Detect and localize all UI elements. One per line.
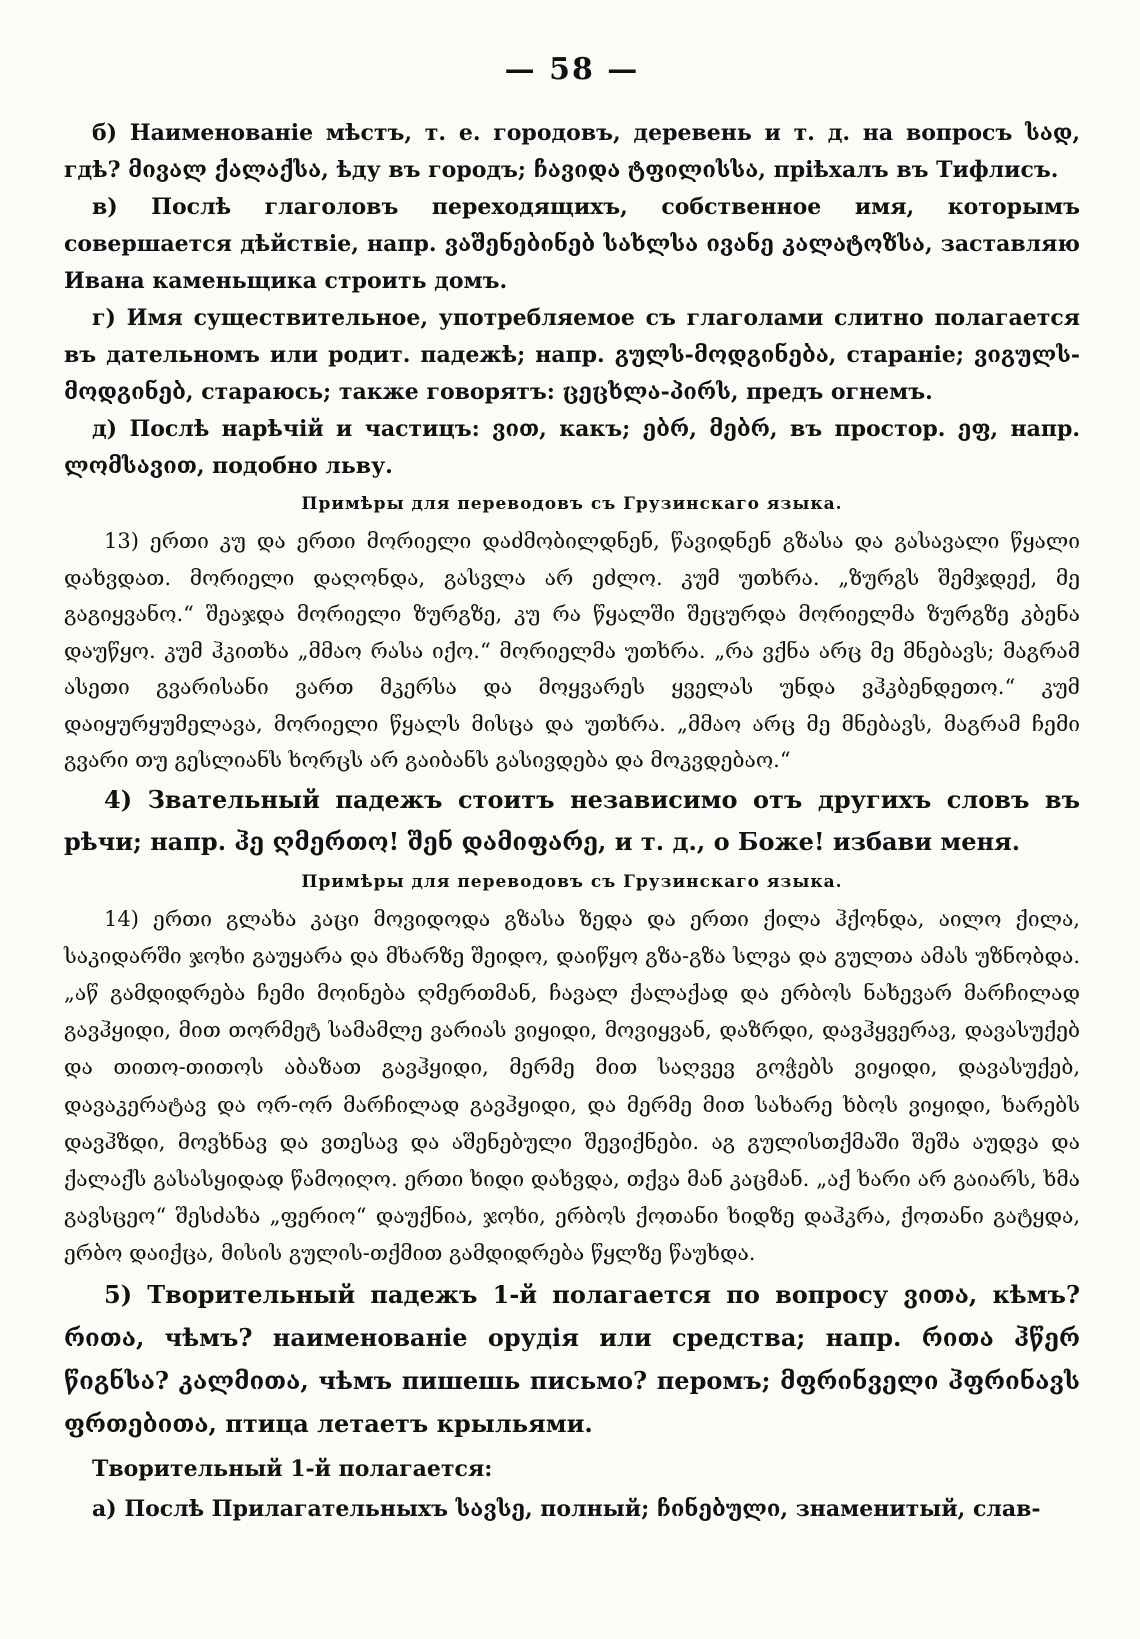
example-14: 14) ერთი გლახა კაცი მოვიდოდა გზასა ზედა და ერთი ქილა ჰქონდა, აილო ქილა, საკიდარში ჯოხი გაუყარა და მხარზე შეიდო, დაიწყო გზა-გზა სლვა და გულთა ამას უზნობდა. „აწ გამდიდრება ჩემი მოინება ღმერთმან, ჩავალ ქალაქად და ერბოს ნახევარ მარჩილად გავჰყიდი, მით თორმეტ სამამლე ვარიას ვიყიდი, მოვიყვან, დაზრდი, დავჰყვერავ, დავასუქებ და თითო-თითოს აბაზათ გავჰყიდი, მერმე მით საღვევ გოჭებს ვიყიდი, დავასუქებ, დავაკერატავ და ორ-ორ მარჩილად გავჰყიდი, და მერმე მით სახარე ხბოს ვიყიდი, ხარებს დავჰზდი, მოვხნავ და ვთესავ და აშენებული შევიქნები. აგ გულისთქმაში შეშა აუდვა და ქალაქს გასასყიდად წამოიღო. ერთი ხიდი დახვდა, თქვა მან კაცმან. „აქ ხარი არ გაიარს, ხმა გავსცეო“ შესძახა „ფერიო“ დაუქნია, ჯოხი, ერბოს ქოთანი ხიდზე დაჰკრა, ქოთანი გატყდა, ერბო დაიქცა, მისის გულის-თქმით გამდიდრება წყლზე წაუხდა. xyxy=(64,906,1080,1266)
paragraph-b: б) Наименованіе мѣстъ, т. е. городовъ, деревень и т. д. на вопросъ სად, гдѣ? მივალ ქალაქსა, ѣду въ городъ; ჩავიდა ტფილისსა, пріѣхалъ въ Тифлисъ. xyxy=(64,120,1080,183)
paragraph-instrumental: 5) Творительный падежъ 1-й полагается по вопросу ვითა, кѣмъ? რითა, чѣмъ? наименованіе орудія или средства; напр. რითა ჰწერ წიგნსა? კალმითა, чѣмъ пишешь письмо? перомъ; მფრინველი ჰფრინავს ფრთებითა, птица летаетъ крыльями. xyxy=(64,1279,1080,1438)
paragraph-d: д) Послѣ нарѣчій и частицъ: ვით, какъ; ებრ, მებრ, въ простор. ეფ, напр. ლომსავით, подобно льву. xyxy=(64,416,1080,479)
section-heading-examples-2: Примѣры для переводовъ съ Грузинскаго языка. xyxy=(301,871,843,892)
section-heading-examples: Примѣры для переводовъ съ Грузинскаго языка. xyxy=(301,494,843,514)
example-13: 13) ერთი კუ და ერთი მორიელი დაძმობილდნენ, წავიდნენ გზასა და გასავალი წყალი დახვდათ. მორიელი დაღონდა, გასვლა არ ეძლო. კუმ უთხრა. „ზურგს შემჯდექ, მე გაგიყვანო.“ შეაჯდა მორიელი ზურგზე, კუ რა წყალში შეცურდა მორიელმა ზურგზე კბენა დაუწყო. კუმ ჰკითხა „მმაო რასა იქო.“ მორიელმა უთხრა. „რა ვქნა არც მე მნებავს; მაგრამ ასეთი გვარისანი ვართ მკერსა და მოყვარეს ყველას უნდა ვჰკბენდეთო.“ კუმ დაიყურყუმელავა, მორიელი წყალს მისცა და უთხრა. „მმაო არც მე მნებავს, მაგრამ ჩემი გვარი თუ გესლიანს ხორცს არ გაიბანს გასივდება და მოკვდებაო.“ xyxy=(64,529,1080,772)
page-number: — 58 — xyxy=(504,52,640,87)
paragraph-a: а) Послѣ Прилагательныхъ სავსე, полный; ჩინებული, знаменитый, слав- xyxy=(92,1495,1041,1522)
paragraph-v: в) Послѣ глаголовъ переходящихъ, собственное имя, которымъ совершается дѣйствіе, напр. ვაშენებინებ სახლსა ივანე კალატოზსა, заставляю Ивана каменьщика строить домъ. xyxy=(64,194,1080,294)
paragraph-vocative: 4) Звательный падежъ стоитъ независимо отъ другихъ словъ въ рѣчи; напр. ჰე ღმერთო! შენ დამიფარე, и т. д., о Боже! избави меня. xyxy=(64,784,1080,856)
subheading-instrumental: Творительный 1-й полагается: xyxy=(92,1455,493,1482)
paragraph-g: г) Имя существительное, употребляемое съ глаголами слитно полагается въ дательномъ или родит. падежѣ; напр. გულს-მოდგინება, стараніе; ვიგულს-მოდგინებ, стараюсь; также говорятъ: ცეცხლა-პირს, предъ огнемъ. xyxy=(64,305,1080,405)
